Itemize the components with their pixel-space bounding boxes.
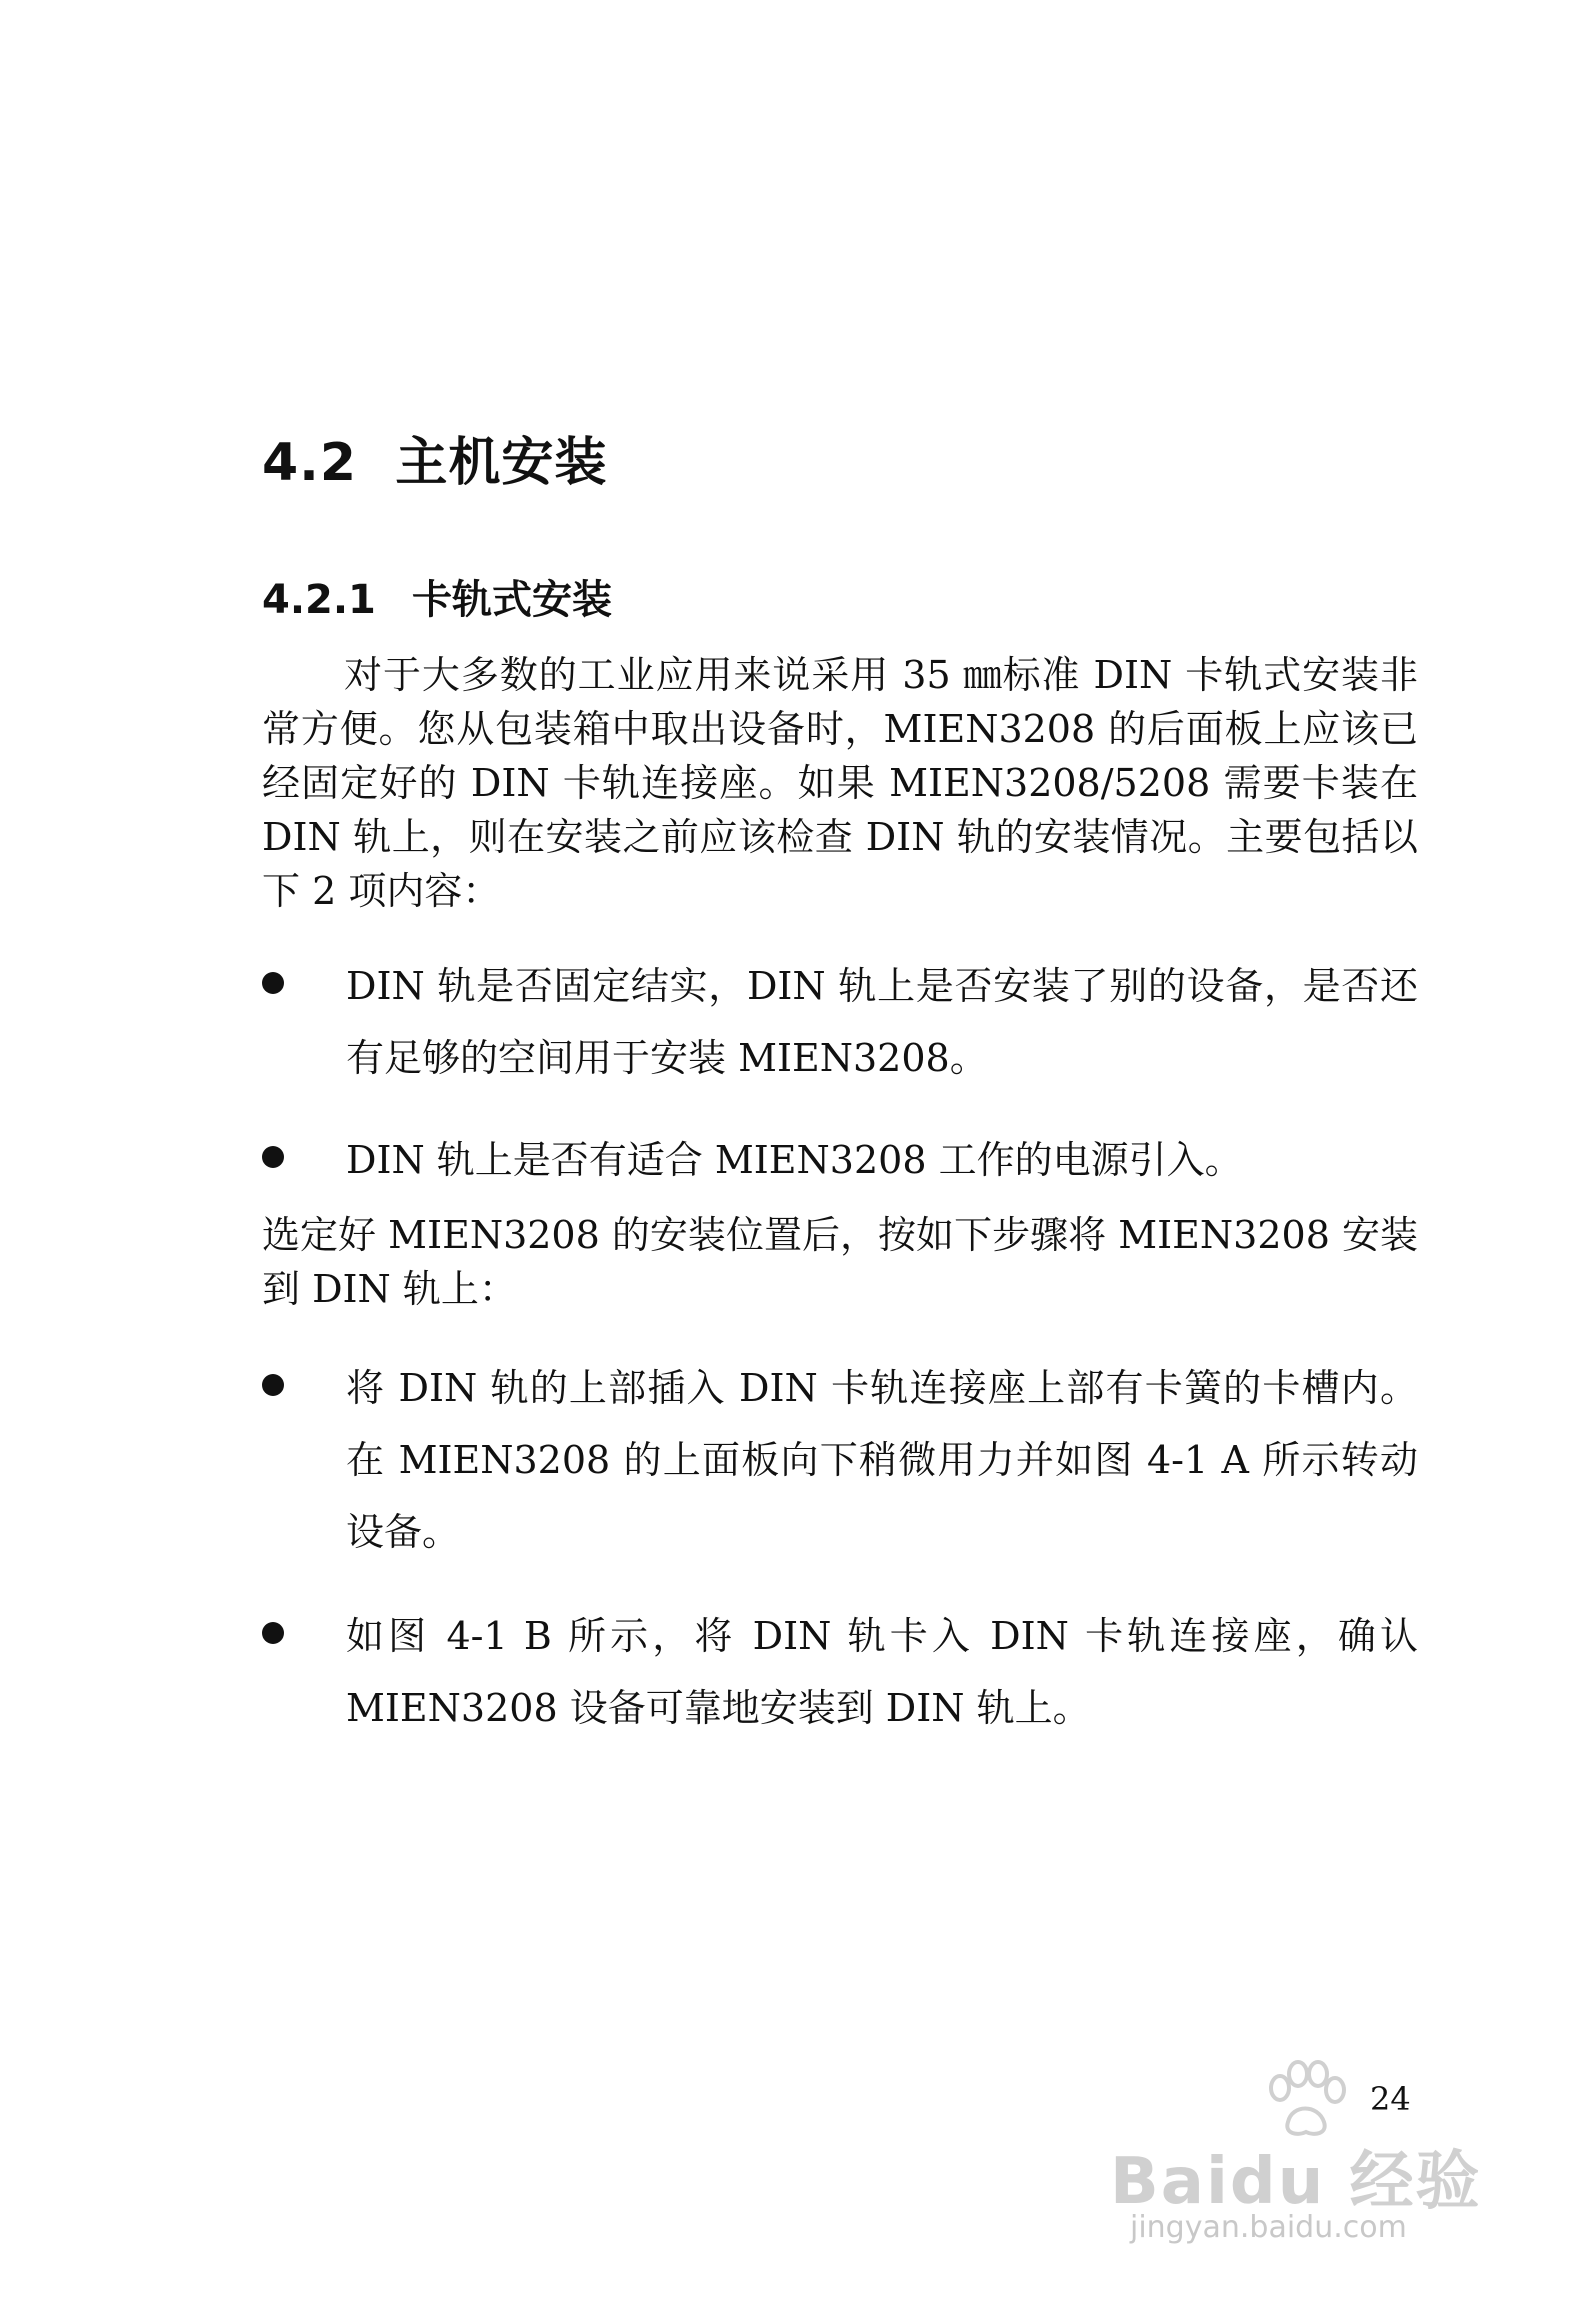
check-item — [262, 1124, 1418, 1196]
section-title: 主机安装 — [395, 433, 608, 493]
steps-intro-paragraph: 选定好 MIEN3208 的安装位置后，按如下步骤将 MIEN3208 安装到 DIN 轨上： — [262, 1213, 1418, 1311]
bullet-icon — [262, 1622, 284, 1644]
subsection-title: 卡轨式安装 — [412, 577, 612, 623]
page-number: 24 — [1370, 2080, 1411, 2118]
step-item — [262, 1600, 1418, 1744]
step-item-text: 如图 4-1 B 所示，将 DIN 轨卡入 DIN 卡轨连接座，确认 MIEN3208 设备可靠地安装到 DIN 轨上。 — [346, 1614, 1418, 1730]
section-heading — [262, 420, 607, 495]
bullet-icon — [262, 1146, 284, 1168]
check-item-text: DIN 轨是否固定结实，DIN 轨上是否安装了别的设备，是否还有足够的空间用于安装 MIEN3208。 — [346, 964, 1418, 1080]
subsection-number: 4.2.1 — [262, 577, 376, 623]
watermark-url: jingyan.baidu.com — [1130, 2210, 1407, 2245]
intro-paragraph: 对于大多数的工业应用来说采用 35 ㎜标准 DIN 卡轨式安装非常方便。您从包装箱中取出设备时，MIEN3208 的后面板上应该已经固定好的 DIN 卡轨连接座。如果 MIEN3208/5208 需要卡装在 DIN 轨上，则在安装之前应该检查 DIN 轨的安装情况。主要包括以下 2 项内容： — [262, 653, 1418, 913]
step-item-text: 将 DIN 轨的上部插入 DIN 卡轨连接座上部有卡簧的卡槽内。在 MIEN3208 的上面板向下稍微用力并如图 4-1 A 所示转动设备。 — [346, 1366, 1418, 1554]
subsection-heading — [262, 568, 612, 625]
watermark-brand: Baidu 经验 — [1110, 2145, 1482, 2219]
section-number: 4.2 — [262, 433, 358, 493]
bullet-icon — [262, 1374, 284, 1396]
check-item — [262, 950, 1418, 1094]
check-item-text: DIN 轨上是否有适合 MIEN3208 工作的电源引入。 — [346, 1138, 1243, 1182]
baidu-watermark — [1110, 2060, 1500, 2250]
bullet-icon — [262, 972, 284, 994]
paw-icon — [1260, 2060, 1350, 2140]
step-item — [262, 1352, 1418, 1568]
